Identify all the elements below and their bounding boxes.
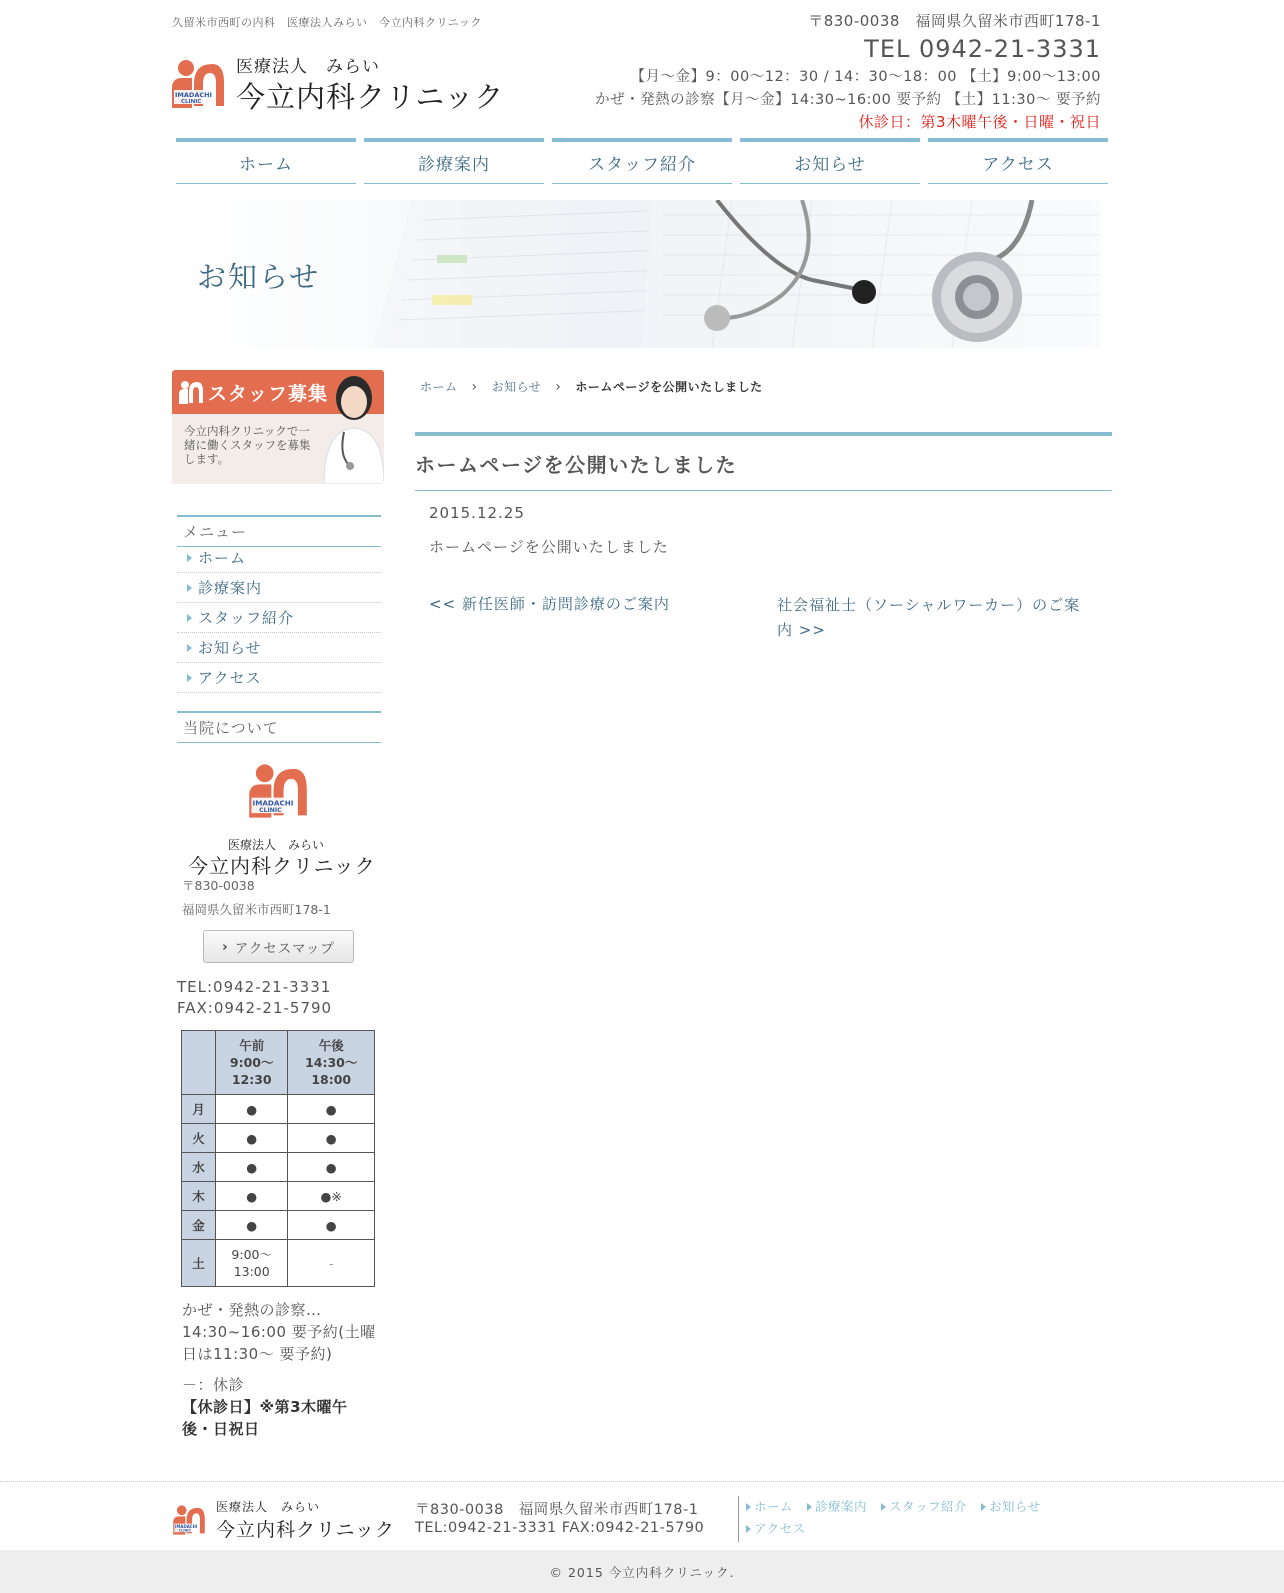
table-row: 水 ● ● bbox=[182, 1153, 375, 1182]
svg-text:IMADACHI: IMADACHI bbox=[175, 1523, 198, 1529]
office-hours-table bbox=[181, 1030, 375, 1287]
closed-legend: －：休診 bbox=[182, 1376, 245, 1394]
nav-services[interactable]: 診療案内 bbox=[364, 138, 544, 184]
chevron-right-icon: › bbox=[555, 378, 562, 395]
sidebar-item-staff[interactable]: スタッフ紹介 bbox=[177, 603, 381, 633]
logo-title: 今立内科クリニック bbox=[236, 80, 505, 114]
footer-contact: TEL:0942-21-3331 FAX:0942-21-5790 bbox=[415, 1520, 705, 1536]
footer-nav bbox=[746, 1496, 1066, 1540]
breadcrumb-current: ホームページを公開いたしました bbox=[575, 380, 763, 394]
about-heading: 当院について bbox=[177, 711, 381, 743]
footer-logo[interactable] bbox=[172, 1498, 395, 1542]
post-title: ホームページを公開いたしました bbox=[415, 432, 1112, 491]
footer-divider bbox=[0, 1481, 1284, 1482]
logo-mark-text: IMADACHI bbox=[175, 91, 212, 99]
clinic-logo-small-icon bbox=[178, 379, 204, 405]
header-logo[interactable] bbox=[170, 52, 504, 116]
table-row: 月 ● ● bbox=[182, 1095, 375, 1124]
arrow-right-icon bbox=[187, 584, 192, 592]
col-pm-header: 午後 14:30～ 18:00 bbox=[288, 1031, 375, 1095]
chevron-right-icon: › bbox=[471, 378, 478, 395]
footer-nav-news[interactable]: お知らせ bbox=[981, 1496, 1041, 1518]
arrow-right-icon bbox=[981, 1503, 986, 1511]
footer-nav-services[interactable]: 診療案内 bbox=[807, 1496, 867, 1518]
header-closed-days: 休診日：第3木曜午後・日曜・祝日 bbox=[858, 113, 1101, 131]
nav-home[interactable]: ホーム bbox=[176, 138, 356, 184]
staff-recruit-banner[interactable] bbox=[172, 370, 384, 484]
breadcrumb-home[interactable]: ホーム bbox=[420, 380, 458, 394]
sidebar-menu bbox=[177, 543, 381, 693]
header-tagline: 久留米市西町の内科 医療法人みらい 今立内科クリニック bbox=[172, 16, 482, 29]
nav-news[interactable]: お知らせ bbox=[740, 138, 920, 184]
about-subtitle: 医療法人 みらい bbox=[228, 838, 325, 852]
about-zip: 〒830-0038 bbox=[182, 878, 255, 893]
table-row: 金 ● ● bbox=[182, 1211, 375, 1240]
footer-address: 〒830-0038 福岡県久留米市西町178-1 bbox=[415, 1502, 699, 1518]
global-nav bbox=[176, 138, 1108, 184]
header-tel: TEL 0942-21-3331 bbox=[864, 35, 1101, 63]
footer-nav-staff[interactable]: スタッフ紹介 bbox=[881, 1496, 967, 1518]
arrow-right-icon bbox=[881, 1503, 886, 1511]
chevron-right-icon: › bbox=[222, 938, 229, 955]
access-map-button[interactable]: › アクセスマップ bbox=[203, 930, 354, 963]
arrow-right-icon bbox=[187, 554, 192, 562]
banner-text: 今立内科クリニックで一緒に働くスタッフを募集します。 bbox=[184, 424, 311, 466]
hero-title: お知らせ bbox=[197, 260, 321, 294]
footer-logo-subtitle: 医療法人 みらい bbox=[216, 1500, 321, 1514]
table-row: 火 ● ● bbox=[182, 1124, 375, 1153]
fever-note: かぜ・発熱の診察…14:30~16:00 要予約(土曜日は11:30～ 要予約) bbox=[182, 1301, 376, 1363]
nav-access[interactable]: アクセス bbox=[928, 138, 1108, 184]
next-post-link[interactable]: 社会福祉士（ソーシャルワーカー）のご案内 >> bbox=[777, 596, 1081, 639]
svg-text:IMADACHI: IMADACHI bbox=[252, 798, 294, 808]
sidebar-fax: FAX:0942-21-5790 bbox=[177, 999, 333, 1017]
footer-nav-access[interactable]: アクセス bbox=[746, 1518, 806, 1540]
svg-text:CLINIC: CLINIC bbox=[259, 807, 282, 815]
svg-text:CLINIC: CLINIC bbox=[181, 99, 202, 105]
sidebar-item-access[interactable]: アクセス bbox=[177, 663, 381, 693]
table-row: 土 9:00～ 13:00 - bbox=[182, 1240, 375, 1287]
header-hours: 【月～金】9：00～12：30 / 14：30～18：00 【土】9:00～13:00 bbox=[630, 69, 1101, 85]
post-date: 2015.12.25 bbox=[429, 504, 525, 522]
about-clinic-name: 今立内科クリニック bbox=[188, 854, 376, 878]
footer-logo-title: 今立内科クリニック bbox=[216, 1519, 395, 1541]
svg-text:CLINIC: CLINIC bbox=[178, 1528, 191, 1533]
header-info bbox=[595, 10, 1101, 132]
arrow-right-icon bbox=[746, 1525, 751, 1533]
sidebar-tel: TEL:0942-21-3331 bbox=[177, 978, 332, 996]
arrow-right-icon bbox=[807, 1503, 812, 1511]
header-fever-hours: かぜ・発熱の診察【月～金】14:30~16:00 要予約 【土】11:30～ 要予約 bbox=[595, 92, 1101, 108]
table-row: 木 ● ●※ bbox=[182, 1182, 375, 1211]
col-am-header: 午前 9:00～ 12:30 bbox=[216, 1031, 288, 1095]
sidebar-item-services[interactable]: 診療案内 bbox=[177, 573, 381, 603]
clinic-logo-icon bbox=[172, 1503, 206, 1537]
prev-post-link[interactable]: << 新任医師・訪問診療のご案内 bbox=[429, 595, 670, 613]
logo-subtitle: 医療法人 みらい bbox=[236, 57, 380, 77]
breadcrumb-news[interactable]: お知らせ bbox=[491, 380, 542, 394]
clinic-logo-icon bbox=[170, 56, 226, 112]
nurse-photo-icon bbox=[314, 370, 384, 484]
post-body: ホームページを公開いたしました bbox=[429, 538, 669, 556]
closed-days-note: 【休診日】※第3木曜午後・日祝日 bbox=[182, 1398, 348, 1438]
arrow-right-icon bbox=[187, 644, 192, 652]
arrow-right-icon bbox=[187, 674, 192, 682]
breadcrumb bbox=[420, 378, 763, 395]
arrow-right-icon bbox=[746, 1503, 751, 1511]
sidebar-item-news[interactable]: お知らせ bbox=[177, 633, 381, 663]
menu-heading: メニュー bbox=[177, 515, 381, 547]
clinic-logo-icon bbox=[247, 760, 309, 822]
nav-staff[interactable]: スタッフ紹介 bbox=[552, 138, 732, 184]
footer-vertical-divider bbox=[738, 1496, 739, 1542]
about-address: 福岡県久留米市西町178-1 bbox=[182, 902, 331, 917]
header-address: 〒830-0038 福岡県久留米市西町178-1 bbox=[808, 12, 1101, 30]
footer-nav-home[interactable]: ホーム bbox=[746, 1496, 793, 1518]
arrow-right-icon bbox=[187, 614, 192, 622]
banner-title-text: スタッフ募集 bbox=[208, 382, 329, 405]
sidebar-item-home[interactable]: ホーム bbox=[177, 543, 381, 573]
hero-banner bbox=[172, 200, 1100, 348]
copyright: © 2015 今立内科クリニック. bbox=[0, 1550, 1284, 1593]
